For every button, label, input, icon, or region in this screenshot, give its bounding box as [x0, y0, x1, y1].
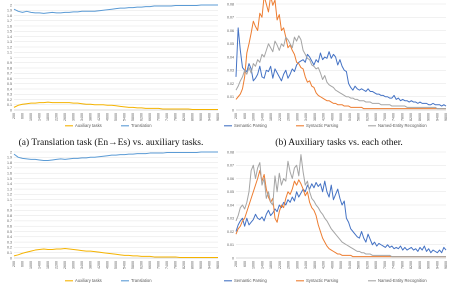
x-tick-label: 200 — [234, 261, 239, 267]
y-tick-label: 0.3 — [7, 240, 12, 245]
x-tick-label: 4200 — [97, 113, 102, 121]
x-tick-label: 1400 — [260, 261, 265, 269]
series-line-named-entity-recognition — [236, 36, 446, 109]
x-tick-label: 200 — [234, 113, 239, 119]
y-tick-label: 1.1 — [7, 198, 12, 202]
y-tick-label: 0.7 — [7, 219, 12, 224]
y-tick-label: 0.1 — [7, 251, 12, 255]
y-tick-label: 0.2 — [7, 97, 12, 102]
x-tick-label: 1000 — [251, 113, 256, 122]
y-tick-label: 0.03 — [227, 68, 234, 73]
y-tick-label: 0.02 — [227, 229, 234, 234]
x-tick-label: 600 — [20, 113, 25, 119]
y-tick-label: 0.02 — [227, 81, 234, 86]
y-tick-label: 1.8 — [7, 13, 12, 18]
y-tick-label: 0.05 — [227, 42, 234, 47]
y-tick-label: 2 — [10, 3, 12, 8]
x-tick-label: 7400 — [165, 261, 170, 269]
legend-item — [368, 278, 427, 283]
x-tick-label: 600 — [20, 261, 25, 267]
y-tick-label: 0.06 — [227, 176, 234, 181]
y-tick-label: 0.6 — [7, 76, 12, 81]
legend — [224, 278, 427, 283]
y-tick-label: 0.05 — [227, 190, 234, 195]
x-tick-label: 3000 — [71, 113, 76, 121]
x-tick-label: 9400 — [435, 261, 440, 269]
x-tick-label: 6600 — [374, 261, 379, 269]
y-tick-label: 0 — [232, 256, 234, 261]
y-tick-label: 1.4 — [7, 34, 12, 39]
y-tick-label: 1.5 — [7, 176, 12, 181]
x-tick-label: 200 — [12, 113, 17, 119]
x-tick-label: 4200 — [321, 113, 326, 121]
y-tick-label: 0.7 — [7, 71, 12, 76]
y-tick-label: 1.1 — [7, 50, 12, 55]
x-tick-label: 5400 — [347, 261, 352, 269]
x-tick-label: 7400 — [165, 113, 170, 121]
y-tick-label: 0 — [232, 108, 234, 113]
legend-label: Auxiliary tasks — [75, 278, 102, 283]
x-tick-label: 4600 — [330, 261, 335, 269]
legend-label: Translation — [131, 278, 152, 283]
x-tick-label: 2600 — [286, 261, 291, 269]
x-tick-label: 7000 — [382, 113, 387, 121]
x-tick-label: 6200 — [139, 261, 144, 269]
chart-panel-4 — [224, 150, 448, 283]
x-tick-label: 8200 — [182, 113, 187, 121]
y-tick-label: 0.08 — [227, 2, 234, 7]
x-tick-label: 2200 — [277, 113, 282, 121]
x-tick-label: 9400 — [207, 261, 212, 269]
y-tick-label: 0.5 — [7, 229, 12, 234]
y-tick-label: 1.9 — [7, 155, 12, 160]
x-tick-label: 4600 — [105, 261, 110, 269]
y-tick-label: 0.08 — [227, 150, 234, 155]
legend-item — [368, 123, 427, 128]
x-tick-label: 7400 — [391, 113, 396, 121]
chart-panel-2 — [224, 0, 448, 128]
y-tick-label: 0 — [10, 256, 12, 261]
x-tick-label: 1000 — [29, 113, 34, 121]
y-tick-label: 0.5 — [7, 82, 12, 87]
x-tick-label: 8600 — [417, 113, 422, 121]
legend-item — [65, 123, 102, 128]
x-tick-label: 9000 — [426, 113, 431, 121]
x-tick-label: 9000 — [199, 261, 204, 269]
x-tick-label: 6200 — [139, 113, 144, 121]
x-tick-label: 3400 — [80, 261, 85, 269]
x-tick-label: 1400 — [37, 113, 42, 121]
y-tick-label: 0.8 — [7, 213, 12, 218]
x-tick-label: 7000 — [382, 261, 387, 269]
x-tick-label: 4200 — [321, 261, 326, 269]
x-tick-label: 1800 — [46, 113, 51, 121]
x-tick-label: 3800 — [88, 113, 93, 121]
x-tick-label: 2600 — [286, 113, 291, 121]
x-tick-label: 600 — [242, 261, 247, 267]
x-tick-label: 8200 — [182, 261, 187, 269]
x-tick-label: 8600 — [190, 261, 195, 269]
series-line-translation — [14, 5, 218, 13]
x-tick-label: 3000 — [295, 261, 300, 269]
x-tick-label: 2200 — [54, 113, 59, 121]
y-tick-label: 1.4 — [7, 182, 12, 187]
legend-label: Named-Entity Recognition — [378, 278, 427, 283]
legend-label: Syntactic Parsing — [306, 278, 339, 283]
x-tick-label: 6200 — [365, 261, 370, 269]
x-tick-label: 5000 — [114, 261, 119, 269]
x-tick-label: 9800 — [216, 261, 221, 269]
legend-item — [224, 123, 267, 128]
x-tick-label: 2200 — [277, 261, 282, 269]
y-tick-label: 0.04 — [227, 203, 234, 208]
y-tick-label: 1.3 — [7, 187, 12, 192]
legend — [224, 123, 427, 128]
x-tick-label: 6600 — [148, 113, 153, 121]
y-tick-label: 0.9 — [7, 61, 12, 66]
y-tick-label: 0.01 — [227, 95, 234, 100]
x-tick-label: 5000 — [339, 261, 344, 269]
x-tick-label: 7800 — [173, 261, 178, 269]
x-tick-label: 5000 — [339, 113, 344, 121]
x-tick-label: 3400 — [80, 113, 85, 121]
x-tick-label: 4600 — [330, 113, 335, 121]
y-tick-label: 0.4 — [7, 87, 12, 92]
legend-item — [224, 278, 267, 283]
legend-item — [296, 123, 339, 128]
y-tick-label: 1.2 — [7, 45, 12, 50]
y-tick-label: 0.2 — [7, 245, 12, 250]
y-tick-label: 1.7 — [7, 166, 12, 171]
x-tick-label: 8200 — [409, 113, 414, 121]
y-tick-label: 1.9 — [7, 8, 12, 13]
x-tick-label: 9800 — [216, 113, 221, 121]
y-tick-label: 0.07 — [227, 163, 234, 168]
y-tick-label: 0.01 — [227, 243, 234, 248]
y-tick-label: 1.7 — [7, 19, 12, 24]
y-tick-label: 1 — [10, 55, 12, 60]
x-tick-label: 5800 — [356, 261, 361, 269]
y-tick-label: 0.04 — [227, 55, 234, 60]
x-tick-label: 3800 — [88, 261, 93, 269]
x-tick-label: 8600 — [417, 261, 422, 269]
x-tick-label: 1400 — [260, 113, 265, 121]
series-line-semantic-parsing — [236, 28, 446, 106]
caption-a: (a) Translation task (En→Es) vs. auxiliary tasks. — [18, 138, 204, 148]
y-tick-label: 0.8 — [7, 66, 12, 71]
y-tick-label: 0.9 — [7, 208, 12, 213]
x-tick-label: 5800 — [131, 261, 136, 269]
x-tick-label: 9800 — [444, 261, 449, 269]
y-tick-label: 1 — [10, 203, 12, 208]
legend-item — [65, 278, 102, 283]
x-tick-label: 1800 — [269, 261, 274, 269]
series-line-translation — [14, 152, 218, 160]
x-tick-label: 9800 — [444, 113, 449, 121]
x-tick-label: 1000 — [29, 261, 34, 269]
legend-label: Named-Entity Recognition — [378, 123, 427, 128]
x-tick-label: 6600 — [148, 261, 153, 269]
x-tick-label: 1800 — [269, 113, 274, 121]
y-tick-label: 1.2 — [7, 192, 12, 197]
x-tick-label: 6600 — [374, 113, 379, 121]
caption-b: (b) Auxiliary tasks vs. each other. — [275, 138, 403, 148]
x-tick-label: 5400 — [347, 113, 352, 121]
chart-panel-1 — [7, 3, 220, 128]
x-tick-label: 3800 — [312, 261, 317, 269]
x-tick-label: 3000 — [71, 261, 76, 269]
y-tick-label: 0 — [10, 108, 12, 113]
x-tick-label: 5000 — [114, 113, 119, 121]
x-tick-label: 5400 — [122, 261, 127, 269]
x-tick-label: 5400 — [122, 113, 127, 121]
x-tick-label: 5800 — [131, 113, 136, 121]
legend-label: Semantic Parsing — [234, 278, 267, 283]
x-tick-label: 9400 — [207, 113, 212, 121]
legend-label: Auxiliary tasks — [75, 123, 102, 128]
y-tick-label: 1.5 — [7, 29, 12, 34]
x-tick-label: 7800 — [400, 261, 405, 269]
y-tick-label: 0.1 — [7, 103, 12, 108]
x-tick-label: 1400 — [37, 261, 42, 269]
series-line-syntactic-parsing — [236, 0, 446, 109]
x-tick-label: 7400 — [391, 261, 396, 269]
legend-label: Translation — [131, 123, 152, 128]
x-tick-label: 2600 — [63, 261, 68, 269]
x-tick-label: 8600 — [190, 113, 195, 121]
series-line-auxiliary-tasks — [14, 248, 218, 257]
x-tick-label: 3400 — [304, 261, 309, 269]
x-tick-label: 7800 — [400, 113, 405, 121]
legend-item — [121, 123, 152, 128]
y-tick-label: 0.6 — [7, 224, 12, 229]
y-tick-label: 2 — [10, 150, 12, 155]
x-tick-label: 9400 — [435, 113, 440, 121]
y-tick-label: 1.6 — [7, 24, 12, 29]
x-tick-label: 3400 — [304, 113, 309, 121]
x-tick-label: 1800 — [46, 261, 51, 269]
x-tick-label: 2600 — [63, 113, 68, 121]
x-tick-label: 4200 — [97, 261, 102, 269]
y-tick-label: 1.8 — [7, 160, 12, 165]
x-tick-label: 600 — [242, 113, 247, 119]
x-tick-label: 7800 — [173, 113, 178, 121]
legend-item — [121, 278, 152, 283]
x-tick-label: 2200 — [54, 261, 59, 269]
x-tick-label: 9000 — [426, 261, 431, 269]
x-tick-label: 3800 — [312, 113, 317, 121]
x-tick-label: 1000 — [251, 261, 256, 269]
y-tick-label: 1.6 — [7, 171, 12, 176]
x-tick-label: 8200 — [409, 261, 414, 269]
legend — [65, 123, 152, 128]
legend-label: Syntactic Parsing — [306, 123, 339, 128]
y-tick-label: 0.4 — [7, 235, 12, 240]
y-tick-label: 0.3 — [7, 92, 12, 97]
x-tick-label: 4600 — [105, 113, 110, 121]
y-tick-label: 1.3 — [7, 40, 12, 45]
series-line-named-entity-recognition — [236, 155, 446, 257]
y-tick-label: 0.06 — [227, 28, 234, 33]
series-line-syntactic-parsing — [236, 171, 446, 257]
legend-item — [296, 278, 339, 283]
series-line-auxiliary-tasks — [14, 102, 218, 109]
x-tick-label: 7000 — [156, 113, 161, 121]
legend — [65, 278, 152, 283]
y-tick-label: 0.07 — [227, 15, 234, 20]
x-tick-label: 3000 — [295, 113, 300, 121]
x-tick-label: 7000 — [156, 261, 161, 269]
x-tick-label: 5800 — [356, 113, 361, 121]
x-tick-label: 6200 — [365, 113, 370, 121]
x-tick-label: 9000 — [199, 113, 204, 121]
legend-label: Semantic Parsing — [234, 123, 267, 128]
chart-panel-3 — [7, 150, 220, 283]
x-tick-label: 200 — [12, 261, 17, 267]
y-tick-label: 0.03 — [227, 216, 234, 221]
